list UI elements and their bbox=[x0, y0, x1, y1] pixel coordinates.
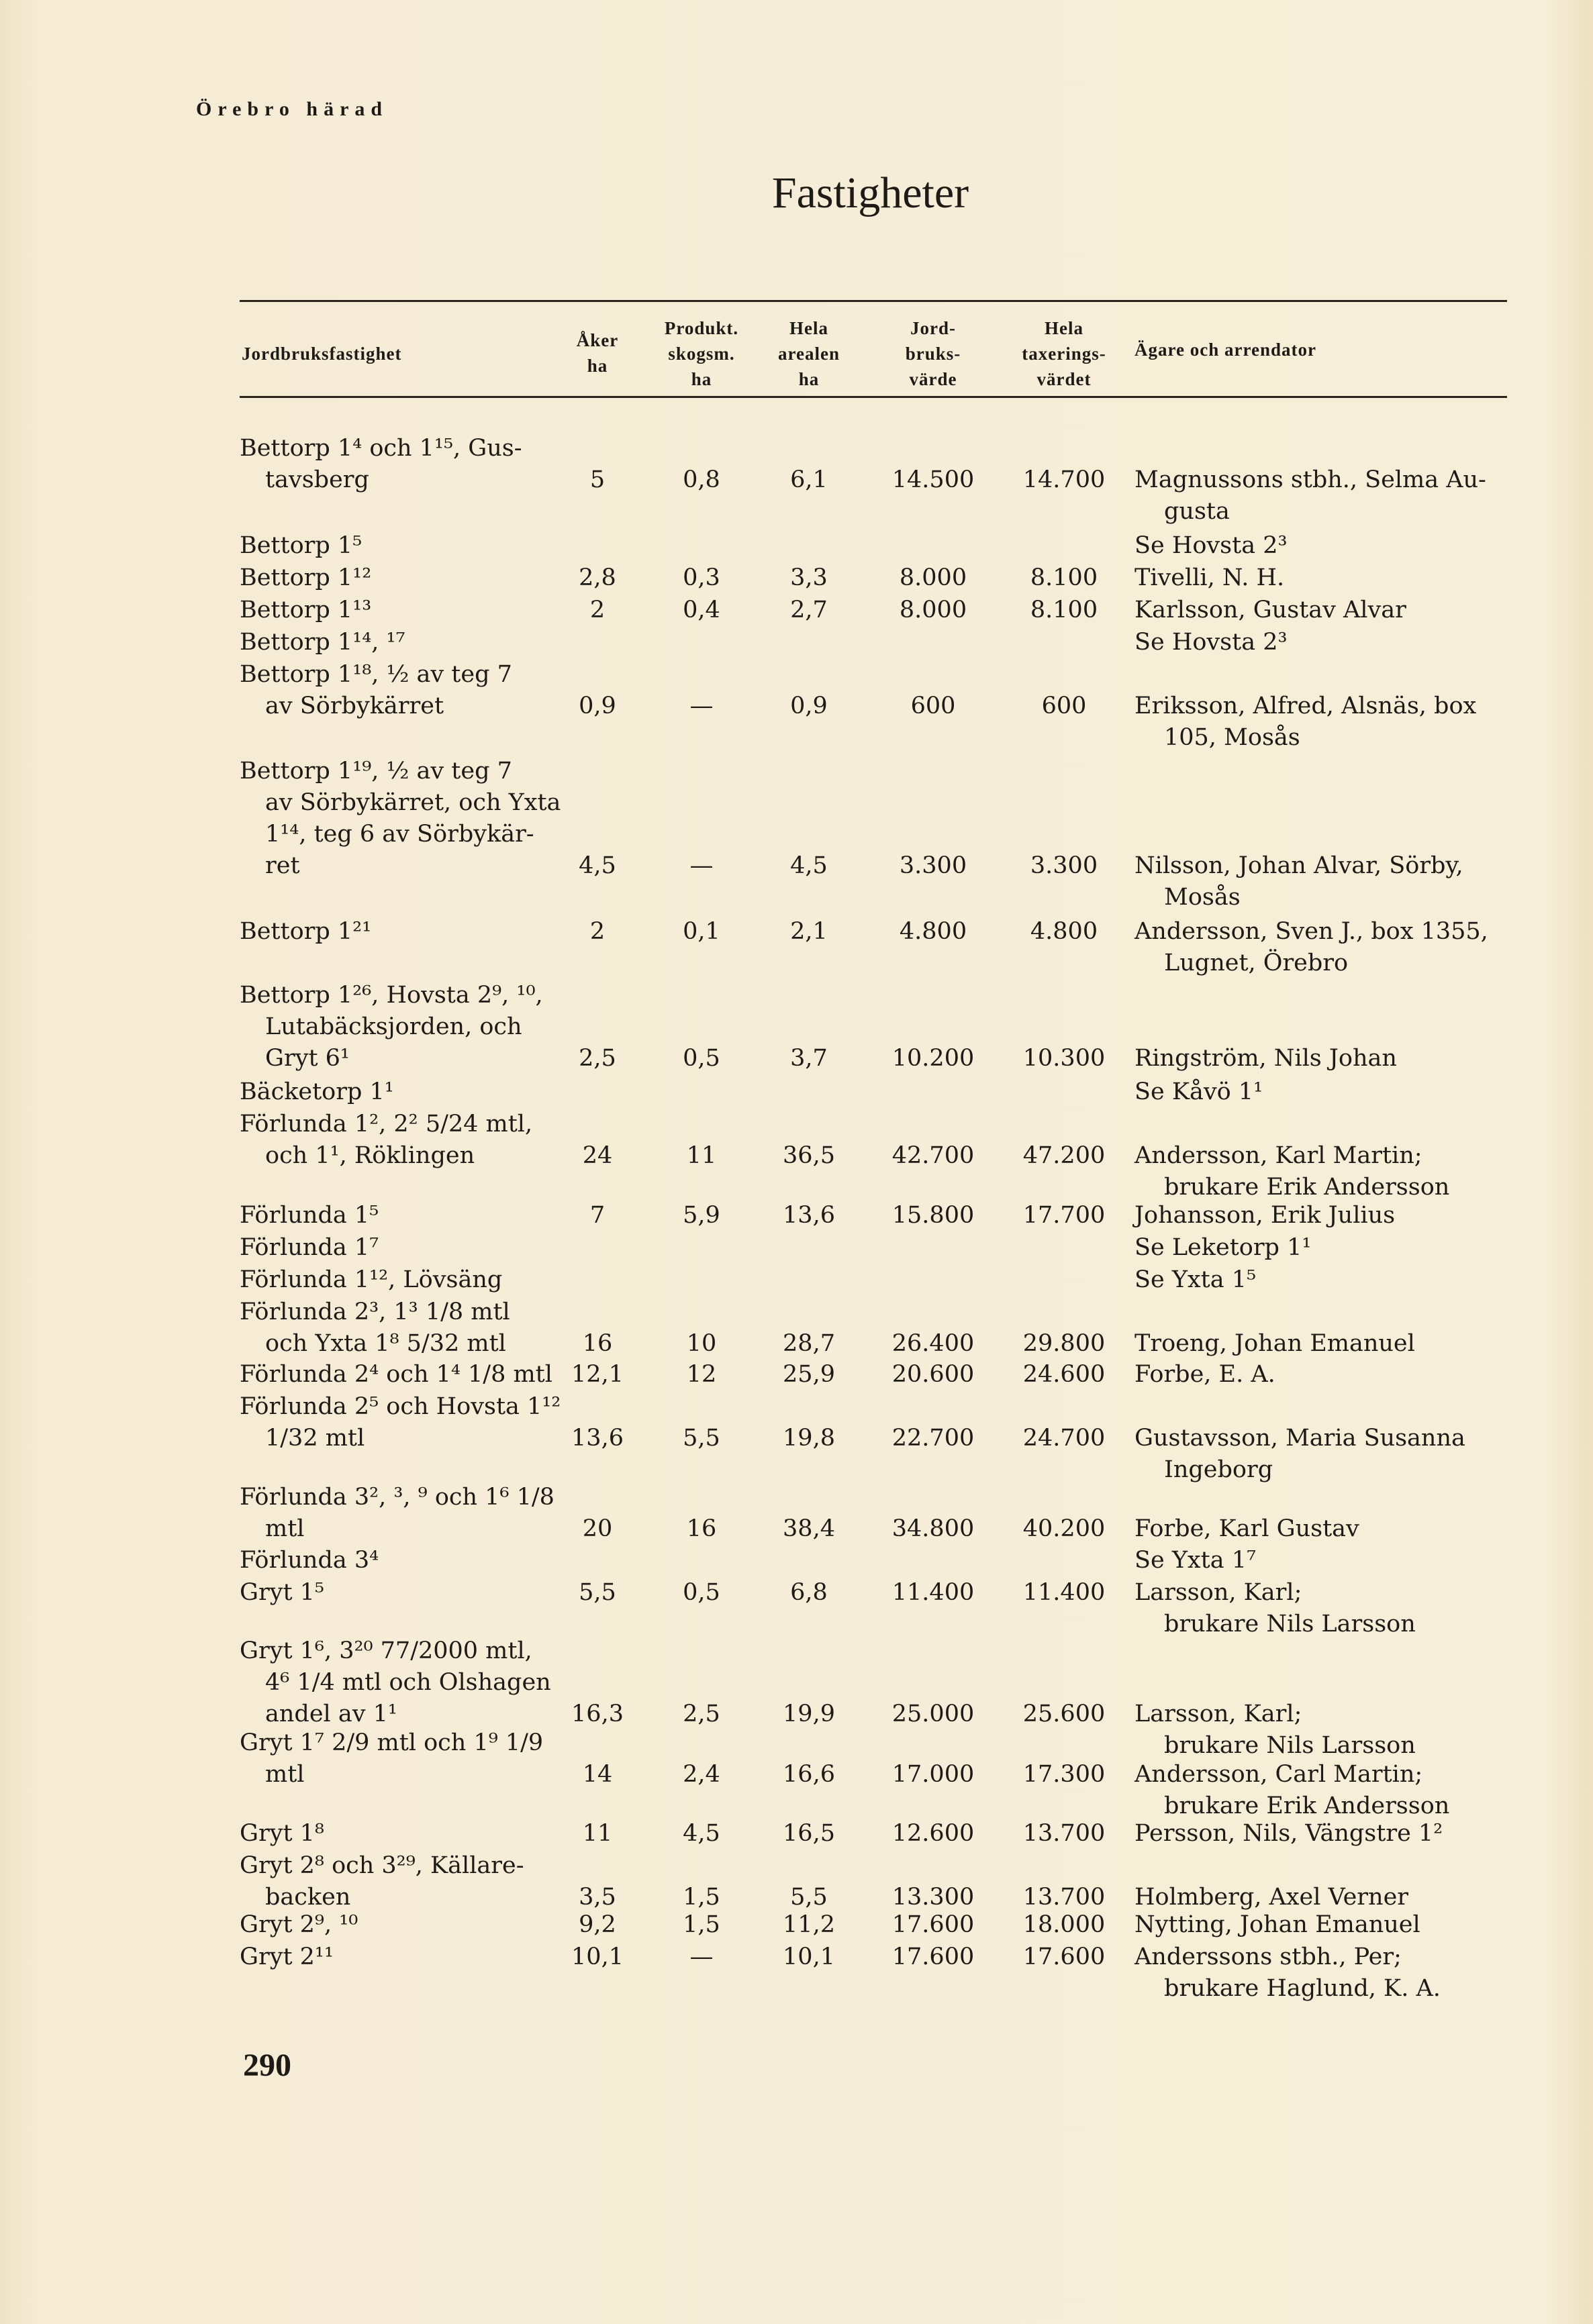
header-jordbruksvarde-line: Jord- bbox=[910, 318, 956, 338]
property-cell bbox=[240, 1850, 575, 1913]
owner-line: Karlsson, Gustav Alvar bbox=[1135, 597, 1406, 623]
jord-cell: 10.200 bbox=[891, 1045, 975, 1072]
tax-cell: 10.300 bbox=[1022, 1045, 1106, 1072]
tax-cell: 24.700 bbox=[1022, 1425, 1106, 1452]
jord-cell: 25.000 bbox=[891, 1701, 975, 1727]
property-cell bbox=[240, 659, 575, 722]
header-skogsmark-line: Produkt. bbox=[664, 318, 739, 338]
owner-cell bbox=[1135, 1941, 1510, 2005]
skog-cell: 1,5 bbox=[683, 1911, 720, 1938]
owner-cell bbox=[1135, 1577, 1510, 1640]
property-line: Gryt 2⁸ och 3²⁹, Källare- bbox=[240, 1852, 524, 1879]
property-line: Förlunda 2³, 1³ 1/8 mtl bbox=[240, 1299, 510, 1325]
property-line: Bettorp 1¹⁸, ½ av teg 7 bbox=[240, 661, 512, 688]
hela-cell: 6,8 bbox=[790, 1579, 828, 1606]
header-taxeringsvardet-line: värdet bbox=[1036, 369, 1092, 389]
property-line: Förlunda 1¹², Lövsäng bbox=[240, 1266, 503, 1293]
property-line: Gryt 2⁹, ¹⁰ bbox=[240, 1911, 358, 1938]
tax-cell: 3.300 bbox=[1030, 852, 1098, 879]
owner-cell bbox=[1135, 1545, 1510, 1576]
owner-cell bbox=[1135, 1043, 1510, 1074]
skog-cell: 0,5 bbox=[683, 1579, 720, 1606]
jord-cell: 8.000 bbox=[899, 597, 967, 623]
header-taxeringsvardet bbox=[1004, 315, 1124, 392]
property-cell bbox=[240, 627, 575, 658]
property-cell bbox=[240, 433, 575, 496]
property-cell bbox=[240, 1109, 575, 1172]
property-line: Bettorp 1¹² bbox=[240, 564, 372, 591]
owner-line: 105, Mosås bbox=[1164, 724, 1300, 751]
owner-line: Lugnet, Örebro bbox=[1164, 950, 1349, 976]
owner-line: brukare Nils Larsson bbox=[1164, 1611, 1416, 1637]
property-cell bbox=[240, 1482, 575, 1545]
aker-cell: 2 bbox=[589, 918, 606, 945]
owner-line: Se Hovsta 2³ bbox=[1135, 532, 1288, 559]
jord-cell: 600 bbox=[910, 693, 956, 719]
owner-cell bbox=[1135, 530, 1510, 562]
property-line: Gryt 6¹ bbox=[265, 1045, 350, 1072]
jord-cell: 4.800 bbox=[899, 918, 967, 945]
header-aker-line: Åker bbox=[576, 330, 619, 350]
property-cell bbox=[240, 1545, 575, 1576]
hela-cell: 16,5 bbox=[783, 1820, 835, 1847]
aker-cell: 2,8 bbox=[579, 564, 616, 591]
tax-cell: 29.800 bbox=[1022, 1330, 1106, 1357]
property-line: av Sörbykärret bbox=[265, 693, 444, 719]
owner-cell bbox=[1135, 1140, 1510, 1203]
hela-cell: 11,2 bbox=[783, 1911, 835, 1938]
header-taxeringsvardet-line: Hela bbox=[1045, 318, 1083, 338]
owner-cell bbox=[1135, 595, 1510, 626]
header-arealen-line: Hela bbox=[789, 318, 828, 338]
owner-line: Andersson, Carl Martin; bbox=[1135, 1761, 1423, 1788]
owner-cell bbox=[1135, 1264, 1510, 1296]
tax-cell: 11.400 bbox=[1022, 1579, 1106, 1606]
property-cell bbox=[240, 530, 575, 562]
property-cell bbox=[240, 756, 575, 882]
skog-cell: — bbox=[689, 1943, 714, 1970]
property-line: Gryt 1⁷ 2/9 mtl och 1⁹ 1/9 bbox=[240, 1729, 544, 1756]
property-line: backen bbox=[265, 1884, 351, 1911]
property-line: Bettorp 1¹⁴, ¹⁷ bbox=[240, 629, 405, 656]
property-line: 1/32 mtl bbox=[265, 1425, 365, 1452]
owner-cell bbox=[1135, 1076, 1510, 1108]
hela-cell: 3,3 bbox=[790, 564, 828, 591]
header-skogsmark bbox=[648, 315, 755, 392]
owner-line: Gustavsson, Maria Susanna bbox=[1135, 1425, 1465, 1452]
aker-cell: 3,5 bbox=[579, 1884, 616, 1911]
owner-cell bbox=[1135, 562, 1510, 594]
property-line: Bettorp 1⁴ och 1¹⁵, Gus- bbox=[240, 435, 522, 462]
skog-cell: 5,5 bbox=[683, 1425, 720, 1452]
property-cell bbox=[240, 980, 575, 1074]
property-cell bbox=[240, 1200, 575, 1231]
property-line: och 1¹, Röklingen bbox=[265, 1142, 475, 1169]
hela-cell: 16,6 bbox=[783, 1761, 835, 1788]
tax-cell: 24.600 bbox=[1022, 1361, 1106, 1388]
aker-cell: 16,3 bbox=[571, 1701, 624, 1727]
owner-line: Forbe, Karl Gustav bbox=[1135, 1515, 1359, 1542]
skog-cell: 2,4 bbox=[683, 1761, 720, 1788]
skog-cell: 5,9 bbox=[683, 1202, 720, 1229]
tax-cell: 600 bbox=[1041, 693, 1087, 719]
aker-cell: 10,1 bbox=[571, 1943, 624, 1970]
skog-cell: 0,8 bbox=[683, 466, 720, 493]
owner-line: Se Kåvö 1¹ bbox=[1135, 1078, 1263, 1105]
tax-cell: 8.100 bbox=[1030, 564, 1098, 591]
skog-cell: 16 bbox=[686, 1515, 717, 1542]
property-cell bbox=[240, 595, 575, 626]
header-property: Jordbruksfastighet bbox=[242, 344, 402, 364]
jord-cell: 13.300 bbox=[891, 1884, 975, 1911]
property-line: Bettorp 1¹⁹, ½ av teg 7 bbox=[240, 758, 512, 785]
skog-cell: 0,1 bbox=[683, 918, 720, 945]
jord-cell: 14.500 bbox=[891, 466, 975, 493]
aker-cell: 20 bbox=[582, 1515, 613, 1542]
owner-cell bbox=[1135, 1882, 1510, 1913]
property-cell bbox=[240, 1264, 575, 1296]
owner-line: brukare Erik Andersson bbox=[1164, 1792, 1450, 1819]
property-line: Förlunda 2⁴ och 1⁴ 1/8 mtl bbox=[240, 1361, 552, 1388]
header-jordbruksvarde-line: bruks- bbox=[905, 344, 961, 364]
property-line: tavsberg bbox=[265, 466, 369, 493]
hela-cell: 19,9 bbox=[783, 1701, 835, 1727]
skog-cell: — bbox=[689, 852, 714, 879]
jord-cell: 17.600 bbox=[891, 1911, 975, 1938]
hela-cell: 2,1 bbox=[790, 918, 828, 945]
aker-cell: 0,9 bbox=[579, 693, 616, 719]
property-cell bbox=[240, 1391, 575, 1454]
property-line: av Sörbykärret, och Yxta bbox=[265, 789, 561, 816]
jord-cell: 8.000 bbox=[899, 564, 967, 591]
tax-cell: 17.300 bbox=[1022, 1761, 1106, 1788]
aker-cell: 9,2 bbox=[579, 1911, 616, 1938]
property-line: Gryt 1⁵ bbox=[240, 1579, 324, 1606]
hela-cell: 5,5 bbox=[790, 1884, 828, 1911]
skog-cell: — bbox=[689, 693, 714, 719]
aker-cell: 11 bbox=[582, 1820, 613, 1847]
jord-cell: 42.700 bbox=[891, 1142, 975, 1169]
jord-cell: 20.600 bbox=[891, 1361, 975, 1388]
property-line: Bettorp 1⁵ bbox=[240, 532, 363, 559]
property-cell bbox=[240, 562, 575, 594]
table-header-rule bbox=[240, 396, 1507, 398]
jord-cell: 12.600 bbox=[891, 1820, 975, 1847]
jord-cell: 15.800 bbox=[891, 1202, 975, 1229]
header-skogsmark-line: skogsm. bbox=[668, 344, 735, 364]
property-cell bbox=[240, 1076, 575, 1108]
owner-cell bbox=[1135, 627, 1510, 658]
owner-line: Se Yxta 1⁵ bbox=[1135, 1266, 1257, 1293]
owner-cell bbox=[1135, 1232, 1510, 1264]
skog-cell: 0,4 bbox=[683, 597, 720, 623]
owner-cell bbox=[1135, 1359, 1510, 1391]
owner-line: Holmberg, Axel Verner bbox=[1135, 1884, 1409, 1911]
tax-cell: 25.600 bbox=[1022, 1701, 1106, 1727]
property-line: 1¹⁴, teg 6 av Sörbykär- bbox=[265, 821, 534, 848]
owner-line: gusta bbox=[1164, 498, 1230, 525]
aker-cell: 4,5 bbox=[579, 852, 616, 879]
owner-cell bbox=[1135, 1200, 1510, 1231]
property-line: 4⁶ 1/4 mtl och Olshagen bbox=[265, 1669, 551, 1696]
property-line: Förlunda 1⁷ bbox=[240, 1234, 379, 1261]
owner-line: Nilsson, Johan Alvar, Sörby, bbox=[1135, 852, 1463, 879]
owner-line: Johansson, Erik Julius bbox=[1135, 1202, 1396, 1229]
property-line: Förlunda 1², 2² 5/24 mtl, bbox=[240, 1111, 533, 1138]
tax-cell: 4.800 bbox=[1030, 918, 1098, 945]
property-line: Bettorp 1¹³ bbox=[240, 597, 372, 623]
owner-line: Nytting, Johan Emanuel bbox=[1135, 1911, 1420, 1938]
owner-line: brukare Erik Andersson bbox=[1164, 1174, 1450, 1201]
header-arealen-line: ha bbox=[798, 369, 820, 389]
owner-line: Tivelli, N. H. bbox=[1135, 564, 1285, 591]
property-line: Gryt 1⁸ bbox=[240, 1820, 324, 1847]
skog-cell: 0,3 bbox=[683, 564, 720, 591]
owner-cell bbox=[1135, 1909, 1510, 1941]
hela-cell: 36,5 bbox=[783, 1142, 835, 1169]
hela-cell: 4,5 bbox=[790, 852, 828, 879]
skog-cell: 2,5 bbox=[683, 1701, 720, 1727]
property-cell bbox=[240, 1727, 575, 1790]
owner-line: Larsson, Karl; bbox=[1135, 1701, 1302, 1727]
jord-cell: 3.300 bbox=[899, 852, 967, 879]
aker-cell: 7 bbox=[589, 1202, 606, 1229]
property-cell bbox=[240, 1297, 575, 1360]
header-aker-line: ha bbox=[587, 356, 608, 376]
hela-cell: 25,9 bbox=[783, 1361, 835, 1388]
owner-line: Se Hovsta 2³ bbox=[1135, 629, 1288, 656]
owner-line: brukare Haglund, K. A. bbox=[1164, 1975, 1441, 2002]
owner-cell bbox=[1135, 1423, 1510, 1486]
property-cell bbox=[240, 1577, 575, 1609]
property-line: Förlunda 3⁴ bbox=[240, 1547, 379, 1574]
tax-cell: 17.600 bbox=[1022, 1943, 1106, 1970]
owner-cell bbox=[1135, 1328, 1510, 1360]
tax-cell: 40.200 bbox=[1022, 1515, 1106, 1542]
running-head: Örebro härad bbox=[196, 98, 389, 120]
property-line: ret bbox=[265, 852, 300, 879]
tax-cell: 18.000 bbox=[1022, 1911, 1106, 1938]
property-cell bbox=[240, 1359, 575, 1391]
owner-cell bbox=[1135, 916, 1510, 979]
owner-cell bbox=[1135, 850, 1510, 913]
property-line: och Yxta 1⁸ 5/32 mtl bbox=[265, 1330, 506, 1357]
owner-line: Ringström, Nils Johan bbox=[1135, 1045, 1397, 1072]
property-line: andel av 1¹ bbox=[265, 1701, 397, 1727]
header-arealen bbox=[755, 315, 863, 392]
owner-line: Se Yxta 1⁷ bbox=[1135, 1547, 1257, 1574]
header-taxeringsvardet-line: taxerings- bbox=[1022, 344, 1106, 364]
property-line: Gryt 1⁶, 3²⁰ 77/2000 mtl, bbox=[240, 1637, 532, 1664]
aker-cell: 16 bbox=[582, 1330, 613, 1357]
aker-cell: 5,5 bbox=[579, 1579, 616, 1606]
table-top-rule bbox=[240, 300, 1507, 302]
aker-cell: 13,6 bbox=[571, 1425, 624, 1452]
owner-line: Eriksson, Alfred, Alsnäs, box bbox=[1135, 693, 1477, 719]
owner-cell bbox=[1135, 691, 1510, 754]
aker-cell: 2 bbox=[589, 597, 606, 623]
skog-cell: 10 bbox=[686, 1330, 717, 1357]
owner-line: Anderssons stbh., Per; bbox=[1135, 1943, 1402, 1970]
skog-cell: 0,5 bbox=[683, 1045, 720, 1072]
aker-cell: 14 bbox=[582, 1761, 613, 1788]
tax-cell: 47.200 bbox=[1022, 1142, 1106, 1169]
header-arealen-line: arealen bbox=[778, 344, 840, 364]
owner-line: Andersson, Karl Martin; bbox=[1135, 1142, 1422, 1169]
owner-cell bbox=[1135, 464, 1510, 527]
hela-cell: 13,6 bbox=[783, 1202, 835, 1229]
header-jordbruksvarde bbox=[879, 315, 987, 392]
property-cell bbox=[240, 1909, 575, 1941]
tax-cell: 14.700 bbox=[1022, 466, 1106, 493]
tax-cell: 8.100 bbox=[1030, 597, 1098, 623]
owner-line: brukare Nils Larsson bbox=[1164, 1732, 1416, 1759]
skog-cell: 4,5 bbox=[683, 1820, 720, 1847]
owner-line: Ingeborg bbox=[1164, 1456, 1273, 1483]
hela-cell: 2,7 bbox=[790, 597, 828, 623]
hela-cell: 19,8 bbox=[783, 1425, 835, 1452]
tax-cell: 13.700 bbox=[1022, 1820, 1106, 1847]
property-line: Lutabäcksjorden, och bbox=[265, 1013, 522, 1040]
owner-line: Andersson, Sven J., box 1355, bbox=[1135, 918, 1488, 945]
skog-cell: 1,5 bbox=[683, 1884, 720, 1911]
owner-line: Magnussons stbh., Selma Au- bbox=[1135, 466, 1486, 493]
property-line: Förlunda 1⁵ bbox=[240, 1202, 379, 1229]
jord-cell: 34.800 bbox=[891, 1515, 975, 1542]
jord-cell: 22.700 bbox=[891, 1425, 975, 1452]
owner-line: Troeng, Johan Emanuel bbox=[1135, 1330, 1415, 1357]
owner-line: Mosås bbox=[1164, 884, 1241, 911]
page-title: Fastigheter bbox=[771, 168, 969, 217]
property-cell bbox=[240, 1941, 575, 1973]
hela-cell: 3,7 bbox=[790, 1045, 828, 1072]
hela-cell: 6,1 bbox=[790, 466, 828, 493]
aker-cell: 5 bbox=[589, 466, 606, 493]
header-aker bbox=[564, 327, 631, 378]
jord-cell: 17.600 bbox=[891, 1943, 975, 1970]
owner-line: Se Leketorp 1¹ bbox=[1135, 1234, 1312, 1261]
property-line: Bettorp 1²¹ bbox=[240, 918, 372, 945]
header-jordbruksvarde-line: värde bbox=[909, 369, 957, 389]
aker-cell: 24 bbox=[582, 1142, 613, 1169]
property-line: mtl bbox=[265, 1761, 305, 1788]
owner-line: Persson, Nils, Vängstre 1² bbox=[1135, 1820, 1443, 1847]
hela-cell: 0,9 bbox=[790, 693, 828, 719]
aker-cell: 2,5 bbox=[579, 1045, 616, 1072]
owner-line: Larsson, Karl; bbox=[1135, 1579, 1302, 1606]
property-line: Förlunda 3², ³, ⁹ och 1⁶ 1/8 bbox=[240, 1484, 554, 1511]
jord-cell: 17.000 bbox=[891, 1761, 975, 1788]
tax-cell: 13.700 bbox=[1022, 1884, 1106, 1911]
header-skogsmark-line: ha bbox=[691, 369, 712, 389]
property-line: mtl bbox=[265, 1515, 305, 1542]
property-line: Bäcketorp 1¹ bbox=[240, 1078, 394, 1105]
property-cell bbox=[240, 1818, 575, 1850]
page-number: 290 bbox=[243, 2048, 291, 2083]
owner-cell bbox=[1135, 1818, 1510, 1850]
skog-cell: 11 bbox=[686, 1142, 717, 1169]
owner-line: Forbe, E. A. bbox=[1135, 1361, 1275, 1388]
header-owner: Ägare och arrendator bbox=[1135, 340, 1316, 360]
property-cell bbox=[240, 916, 575, 948]
property-line: Gryt 2¹¹ bbox=[240, 1943, 334, 1970]
aker-cell: 12,1 bbox=[571, 1361, 624, 1388]
property-line: Bettorp 1²⁶, Hovsta 2⁹, ¹⁰, bbox=[240, 982, 543, 1009]
hela-cell: 10,1 bbox=[783, 1943, 835, 1970]
jord-cell: 26.400 bbox=[891, 1330, 975, 1357]
skog-cell: 12 bbox=[686, 1361, 717, 1388]
owner-cell bbox=[1135, 1759, 1510, 1822]
owner-cell bbox=[1135, 1699, 1510, 1762]
property-cell bbox=[240, 1232, 575, 1264]
hela-cell: 38,4 bbox=[783, 1515, 835, 1542]
jord-cell: 11.400 bbox=[891, 1579, 975, 1606]
property-cell bbox=[240, 1635, 575, 1730]
property-line: Förlunda 2⁵ och Hovsta 1¹² bbox=[240, 1393, 561, 1420]
hela-cell: 28,7 bbox=[783, 1330, 835, 1357]
tax-cell: 17.700 bbox=[1022, 1202, 1106, 1229]
owner-cell bbox=[1135, 1513, 1510, 1545]
